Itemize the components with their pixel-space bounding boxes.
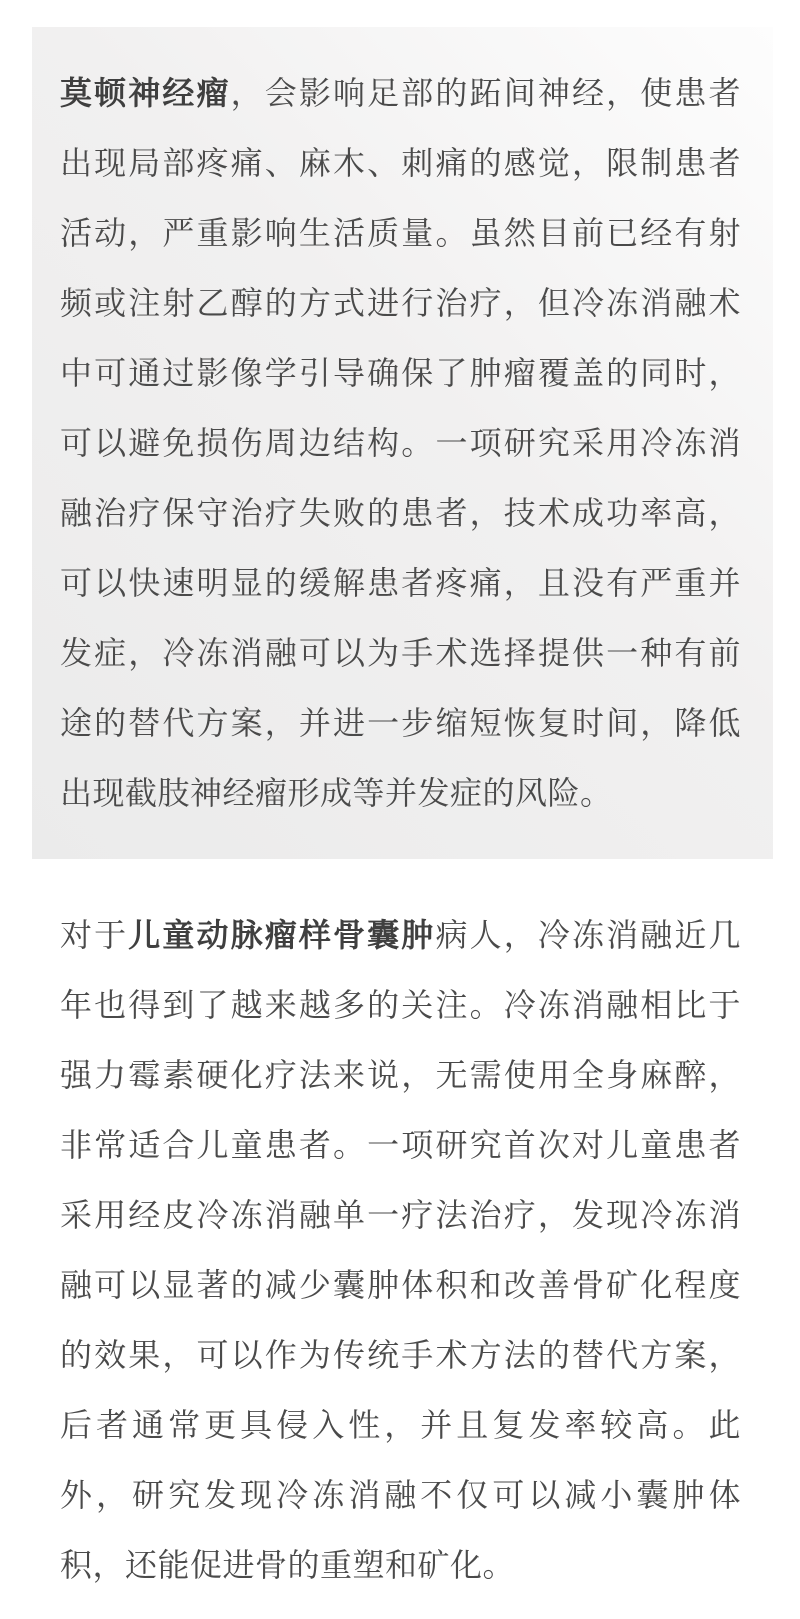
aneurysmal-bone-cyst-term: 儿童动脉瘤样骨囊肿 [128, 917, 436, 953]
morton-neuroma-text: ，会影响足部的跖间神经，使患者出现局部疼痛、麻木、刺痛的感觉，限制患者活动，严重影响生活质量。虽然目前已经有射频或注射乙醇的方式进行治疗，但冷冻消融术中可通过影像学引导确保了肿瘤覆盖的同时，可以避免损伤周边结构。一项研究采用冷冻消融治疗保守治疗失败的患者，技术成功率高，可以快速明显的缓解患者疼痛，且没有严重并发症，冷冻消融可以为手术选择提供一种有前途的替代方案，并进一步缩短恢复时间，降低出现截肢神经瘤形成等并发症的风险。 [60, 75, 741, 811]
morton-neuroma-card [32, 27, 773, 859]
aneurysmal-bone-cyst-paragraph [60, 900, 741, 1600]
morton-neuroma-paragraph [60, 58, 741, 828]
morton-neuroma-term: 莫顿神经瘤 [60, 75, 231, 111]
aneurysmal-bone-cyst-text: 病人，冷冻消融近几年也得到了越来越多的关注。冷冻消融相比于强力霉素硬化疗法来说，无需使用全身麻醉，非常适合儿童患者。一项研究首次对儿童患者采用经皮冷冻消融单一疗法治疗，发现冷冻消融可以显著的减少囊肿体积和改善骨矿化程度的效果，可以作为传统手术方法的替代方案，后者通常更具侵入性，并且复发率较高。此外，研究发现冷冻消融不仅可以减小囊肿体积，还能促进骨的重塑和矿化。 [60, 917, 741, 1583]
paragraph-prefix: 对于 [60, 917, 129, 953]
aneurysmal-bone-cyst-block [60, 900, 741, 1600]
article-page [0, 27, 800, 1619]
